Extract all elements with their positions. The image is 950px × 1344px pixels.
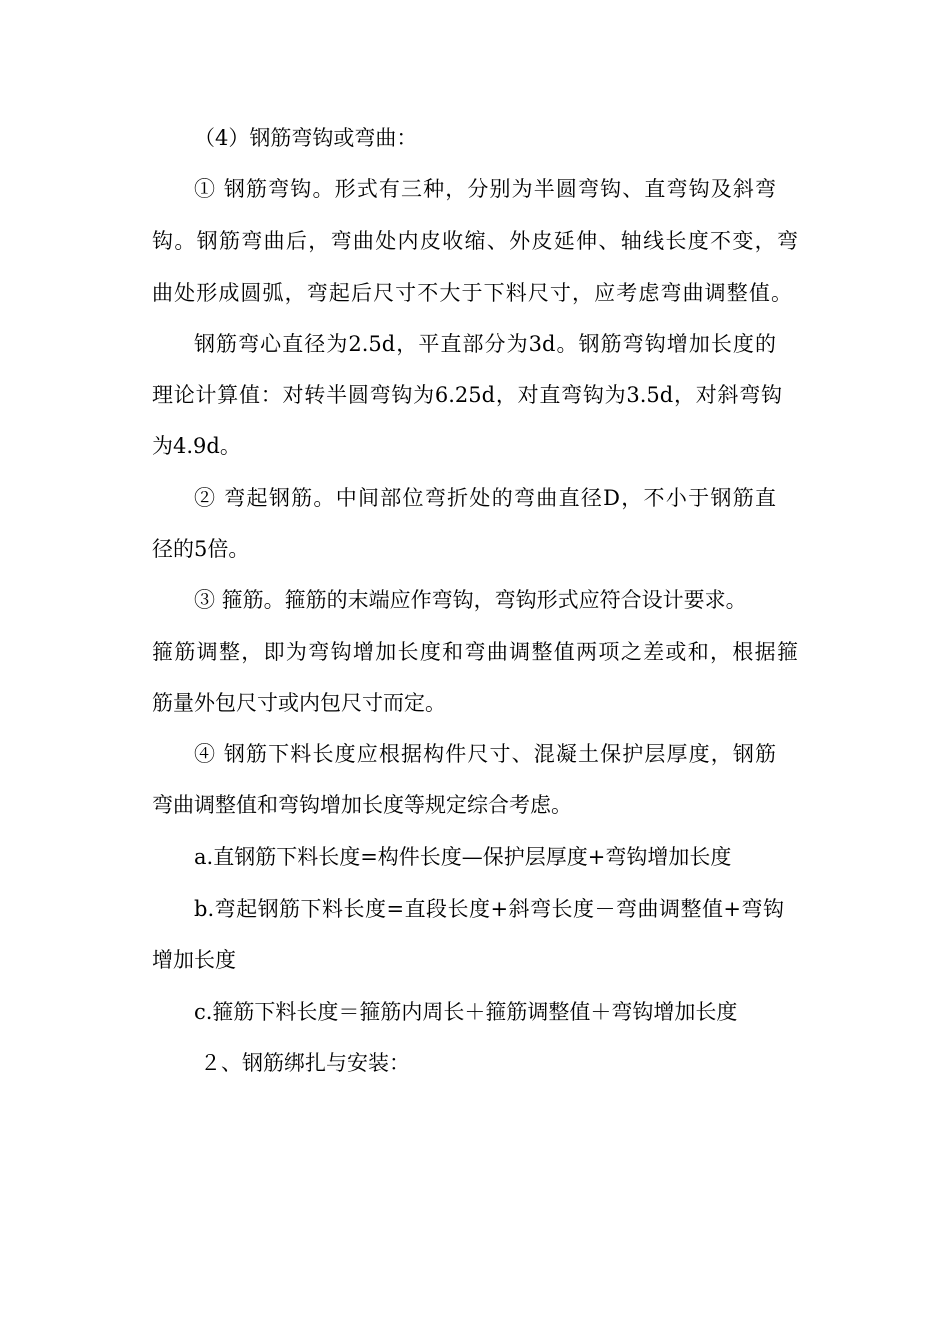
section-heading: （4）钢筋弯钩或弯曲： (194, 126, 418, 150)
paragraph-line: 为4.9d。 (152, 434, 241, 458)
paragraph-line: 曲处形成圆弧，弯起后尺寸不大于下料尺寸，应考虑弯曲调整值。 (152, 281, 792, 305)
paragraph-line: ③ 箍筋。箍筋的末端应作弯钩，弯钩形式应符合设计要求。 (194, 588, 747, 612)
paragraph-line: 径的5倍。 (152, 537, 250, 561)
section-heading: ２、钢筋绑扎与安装： (200, 1051, 410, 1075)
paragraph-line: 钩。钢筋弯曲后，弯曲处内皮收缩、外皮延伸、轴线长度不变，弯 (152, 229, 798, 253)
paragraph-line: 弯曲调整值和弯钩增加长度等规定综合考虑。 (152, 793, 572, 817)
paragraph-line: 筋量外包尺寸或内包尺寸而定。 (152, 691, 446, 715)
formula-line: 增加长度 (152, 948, 236, 972)
paragraph-line: ④ 钢筋下料长度应根据构件尺寸、混凝土保护层厚度，钢筋 (194, 742, 776, 766)
formula-line: b.弯起钢筋下料长度=直段长度+斜弯长度－弯曲调整值+弯钩 (194, 897, 784, 921)
paragraph-line: ① 钢筋弯钩。形式有三种，分别为半圆弯钩、直弯钩及斜弯 (194, 177, 776, 201)
formula-line: c.箍筋下料长度＝箍筋内周长＋箍筋调整值＋弯钩增加长度 (194, 1000, 738, 1024)
paragraph-line: ② 弯起钢筋。中间部位弯折处的弯曲直径D，不小于钢筋直 (194, 486, 776, 510)
paragraph-line: 箍筋调整，即为弯钩增加长度和弯曲调整值两项之差或和，根据箍 (152, 640, 798, 664)
paragraph-line: 理论计算值：对转半圆弯钩为6.25d，对直弯钩为3.5d，对斜弯钩 (152, 383, 782, 407)
formula-line: a.直钢筋下料长度=构件长度—保护层厚度+弯钩增加长度 (194, 845, 732, 869)
paragraph-line: 钢筋弯心直径为2.5d，平直部分为3d。钢筋弯钩增加长度的 (194, 332, 776, 356)
